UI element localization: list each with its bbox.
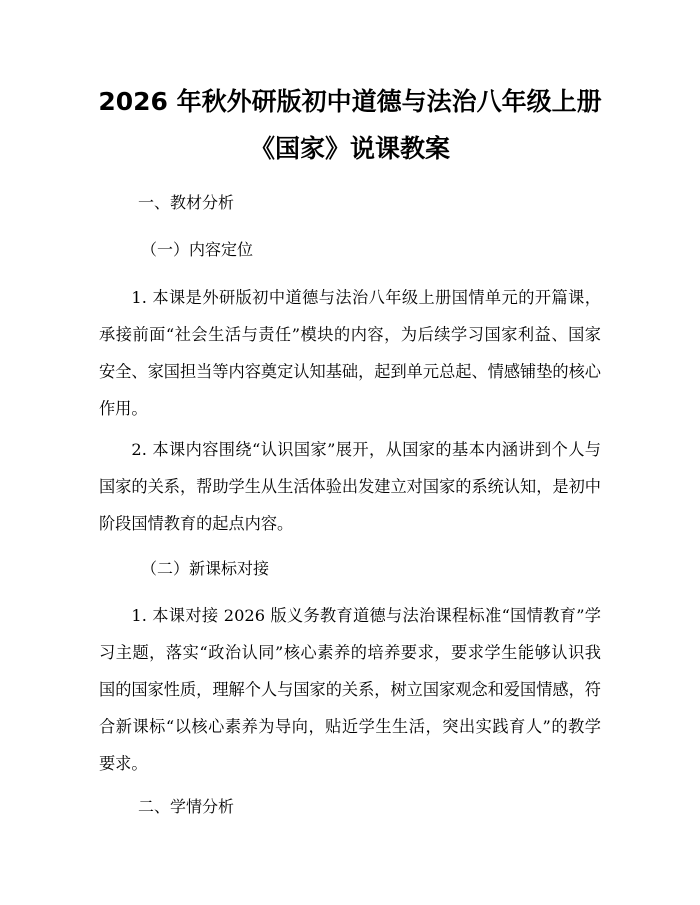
section-heading-student-analysis: 二、学情分析	[138, 797, 235, 816]
document-title-line-1: 2026 年秋外研版初中道德与法治八年级上册	[98, 87, 602, 116]
document-title-line-2: 《国家》说课教案	[249, 134, 450, 163]
paragraph-content-positioning-2: 2. 本课内容围绕“认识国家”展开，从国家的基本内涵讲到个人与国家的关系，帮助学生从生活体验出发建立对国家的系统认知，是初中阶段国情教育的起点内容。	[99, 440, 601, 533]
paragraph-content-positioning-1: 1. 本课是外研版初中道德与法治八年级上册国情单元的开篇课，承接前面“社会生活与责任”模块的内容，为后续学习国家利益、国家安全、家国担当等内容奠定认知基础，起到单元总起、情感铺垫的核心作用。	[99, 288, 601, 418]
paragraph-curriculum-standard-1: 1. 本课对接 2026 版义务教育道德与法治课程标准“国情教育”学习主题，落实“政治认同”核心素养的培养要求，要求学生能够认识我国的国家性质，理解个人与国家的关系，树立国家观念和爱国情感，符合新课标“以核心素养为导向，贴近学生生活，突出实践育人”的教学要求。	[99, 606, 601, 773]
subsection-heading-curriculum-standard: （二）新课标对接	[141, 559, 270, 578]
section-heading-textbook-analysis: 一、教材分析	[138, 193, 235, 212]
subsection-heading-content-positioning: （一）内容定位	[141, 240, 254, 259]
